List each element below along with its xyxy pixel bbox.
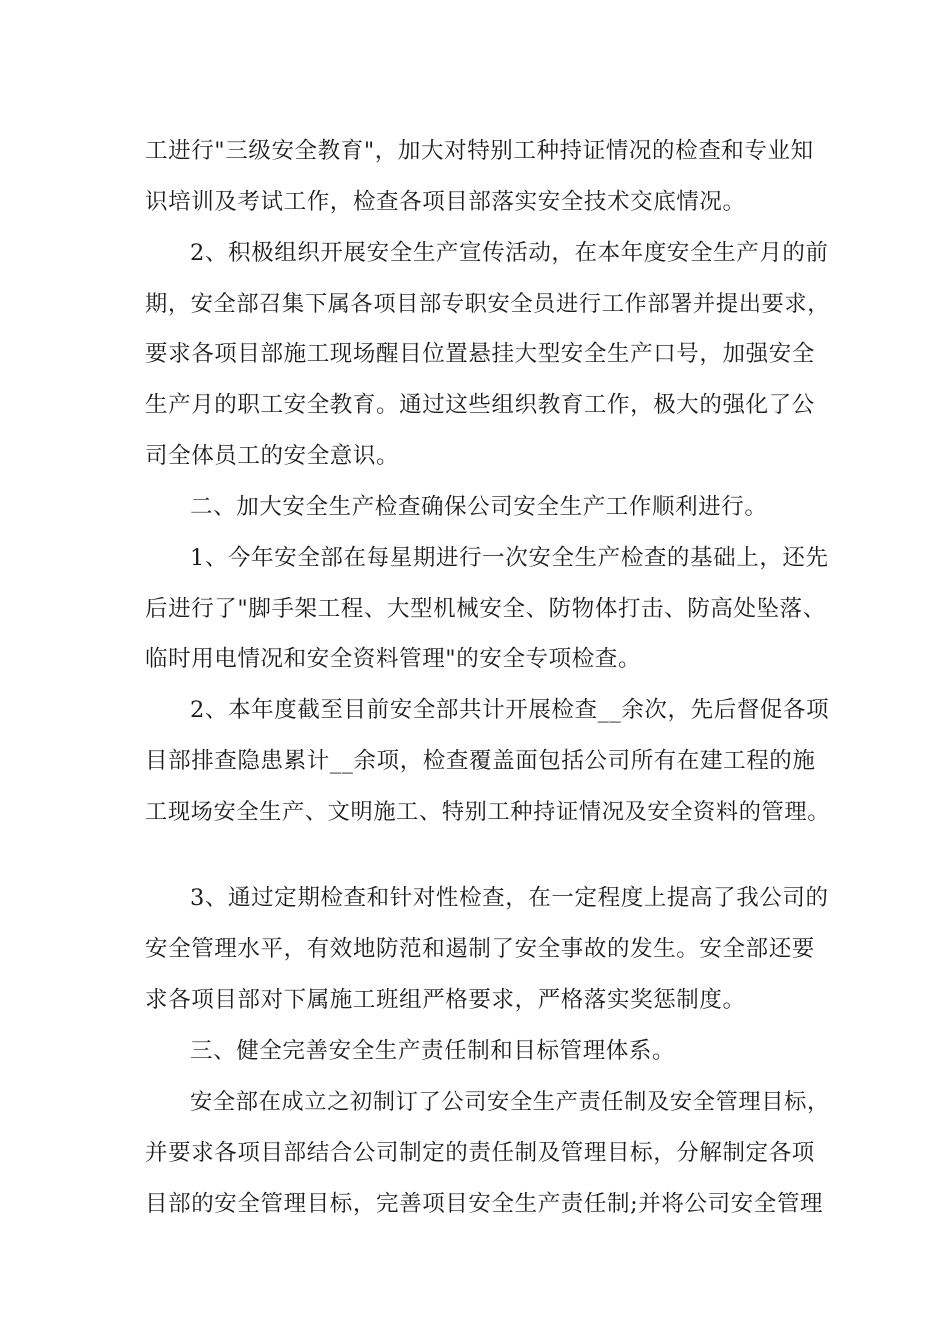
text-line: 求各项目部对下属施工班组严格要求，严格落实奖惩制度。 [145, 987, 746, 1013]
text-line: 安全部在成立之初制订了公司安全生产责任制及安全管理目标， [190, 1089, 830, 1115]
text-line: 2、积极组织开展安全生产宣传活动，在本年度安全生产月的前 [190, 240, 829, 266]
text-line: 2、本年度截至目前安全部共计开展检查__余次，先后督促各项 [190, 697, 830, 723]
text-line: 生产月的职工安全教育。通过这些组织教育工作，极大的强化了公 [145, 392, 815, 418]
text-line: 识培训及考试工作，检查各项目部落实安全技术交底情况。 [145, 189, 746, 215]
text-line: 司全体员工的安全意识。 [145, 443, 400, 469]
text-line: 后进行了"脚手架工程、大型机械安全、防物体打击、防高处坠落、 [145, 596, 826, 622]
text-line: 期，安全部召集下属各项目部专职安全员进行工作部署并提出要求， [145, 291, 831, 317]
section-heading: 二、加大安全生产检查确保公司安全生产工作顺利进行。 [190, 494, 768, 520]
text-line: 目部的安全管理目标，完善项目安全生产责任制;并将公司安全管理 [145, 1191, 824, 1217]
text-line: 安全管理水平，有效地防范和遏制了安全事故的发生。安全部还要 [145, 936, 815, 962]
text-line: 要求各项目部施工现场醒目位置悬挂大型安全生产口号，加强安全 [145, 341, 815, 367]
section-heading: 三、健全完善安全生产责任制和目标管理体系。 [190, 1038, 676, 1064]
text-line: 并要求各项目部结合公司制定的责任制及管理目标，分解制定各项 [145, 1140, 815, 1166]
text-line: 3、通过定期检查和针对性检查，在一定程度上提高了我公司的 [190, 885, 829, 911]
text-line: 工进行"三级安全教育"，加大对特别工种持证情况的检查和专业知 [145, 138, 814, 164]
text-line: 1、今年安全部在每星期进行一次安全生产检查的基础上，还先 [190, 545, 829, 571]
text-line: 目部排查隐患累计__余项，检查覆盖面包括公司所有在建工程的施 [145, 748, 816, 774]
text-line: 工现场安全生产、文明施工、特别工种持证情况及安全资料的管理。 [145, 799, 831, 825]
text-line: 临时用电情况和安全资料管理"的安全专项检查。 [145, 646, 642, 672]
